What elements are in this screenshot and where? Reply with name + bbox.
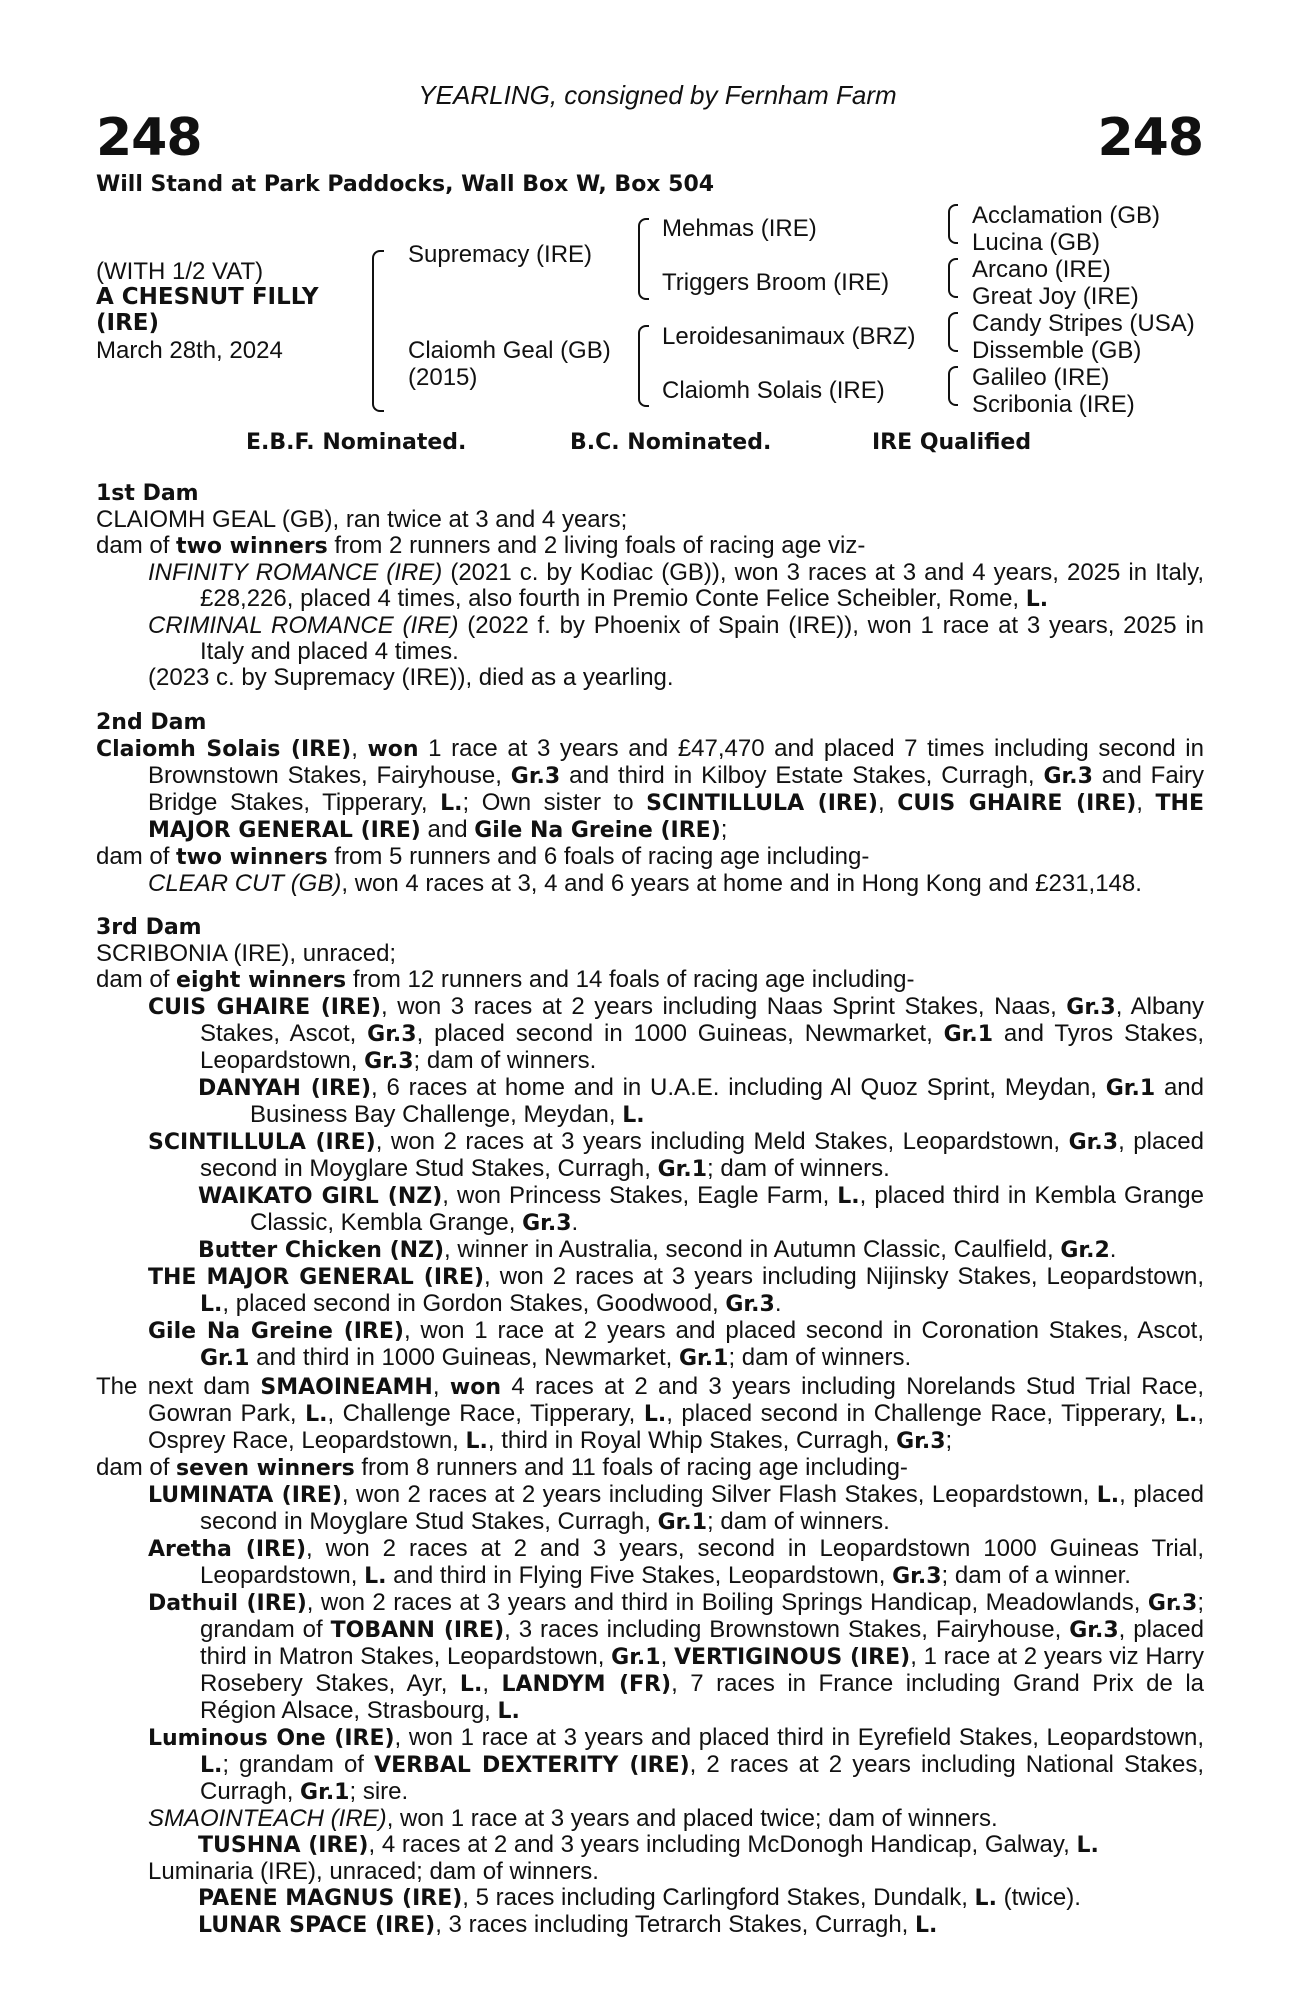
produce-entry: Butter Chicken (NZ), winner in Australia, second in Autumn Classic, Caulfield, Gr.2. — [198, 1236, 1117, 1263]
second-dam-section — [96, 710, 1204, 897]
produce-entry: Aretha (IRE), won 2 races at 2 and 3 years, second in Leopardstown 1000 Guineas Trial, Leopardstown, L. and third in Flying Five Stakes, Leopardstown, Gr.3; dam of a winner. — [148, 1535, 1204, 1589]
produce-entry: (2023 c. by Supremacy (IRE)), died as a yearling. — [148, 664, 674, 691]
produce-entry: CLEAR CUT (GB), won 4 races at 3, 4 and 6 years at home and in Hong Kong and £231,148. — [148, 870, 1142, 897]
second-dam-record: Claiomh Solais (IRE), won 1 race at 3 years and £47,470 and placed 7 times including second in Brownstown Stakes, Fairyhouse, Gr.3 and third in Kilboy Estate Stakes, Curragh, Gr.3 and Fairy Bridge Stakes, Tipperary, L.; Own sister to SCINTILLULA (IRE), CUIS GHAIRE (IRE), THE MAJOR GENERAL (IRE) and Gile Na Greine (IRE); — [96, 735, 1204, 843]
first-dam-line: CLAIOMH GEAL (GB), ran twice at 3 and 4 years; — [96, 506, 628, 533]
dam-name: Claiomh Geal (GB) — [408, 337, 611, 364]
pedigree-brace-dam — [638, 325, 649, 407]
next-dam-record: The next dam SMAOINEAMH, won 4 races at 2 and 3 years including Norelands Stud Trial Race, Gowran Park, L., Challenge Race, Tipperary, L., placed second in Challenge Race, Tipperary, L., Osprey Race, Leopardstown, L., third in Royal Whip Stakes, Curragh, Gr.3; — [96, 1373, 1205, 1454]
produce-entry: Luminaria (IRE), unraced; dam of winners. — [148, 1858, 599, 1885]
ped-sss: Acclamation (GB) — [972, 202, 1161, 229]
first-dam-heading: 1st Dam — [96, 481, 199, 506]
produce-entry: Dathuil (IRE), won 2 races at 3 years and third in Boiling Springs Handicap, Meadowlands, Gr.3; grandam of TOBANN (IRE), 3 races including Brownstown Stakes, Fairyhouse, Gr.3, placed third in Matron Stakes, Leopardstown, Gr.1, VERTIGINOUS (IRE), 1 race at 2 years viz Harry Rosebery Stakes, Ayr, L., LANDYM (FR), 7 races in France including Grand Prix de la Région Alsace, Strasbourg, L. — [148, 1589, 1205, 1724]
vat-note: (WITH 1/2 VAT) — [96, 258, 264, 285]
stand-location: Will Stand at Park Paddocks, Wall Box W, Box 504 — [96, 172, 715, 197]
consignment-header: YEARLING, consigned by Fernham Farm — [418, 80, 897, 110]
produce-entry: THE MAJOR GENERAL (IRE), won 2 races at 3 years including Nijinsky Stakes, Leopardstown, L., placed second in Gordon Stakes, Goodwood, Gr.3. — [148, 1263, 1204, 1317]
pedigree-brace-dd — [948, 366, 958, 406]
horse-origin: (IRE) — [96, 310, 160, 336]
produce-entry: CRIMINAL ROMANCE (IRE) (2022 f. by Phoenix of Spain (IRE)), won 1 race at 3 years, 2025 in Italy and placed 4 times. — [148, 612, 1205, 665]
produce-entry: Gile Na Greine (IRE), won 1 race at 2 years and placed second in Coronation Stakes, Ascot, Gr.1 and third in 1000 Guineas, Newmarket, Gr.1; dam of winners. — [148, 1317, 1205, 1371]
first-dam-section — [96, 481, 1204, 691]
dam-dam: Claiomh Solais (IRE) — [662, 377, 885, 404]
pedigree-brace-sire — [638, 218, 649, 300]
dam-year: (2015) — [408, 364, 478, 391]
sire-sire: Mehmas (IRE) — [662, 215, 817, 242]
produce-entry: TUSHNA (IRE), 4 races at 2 and 3 years including McDonogh Handicap, Galway, L. — [198, 1831, 1099, 1858]
dam-sire: Leroidesanimaux (BRZ) — [662, 323, 916, 350]
ebf-nomination: E.B.F. Nominated. — [246, 430, 467, 455]
next-dam-section — [96, 1374, 1204, 1939]
ped-dss: Candy Stripes (USA) — [972, 310, 1195, 337]
horse-description: A CHESNUT FILLY — [96, 284, 319, 310]
produce-entry: LUMINATA (IRE), won 2 races at 2 years including Silver Flash Stakes, Leopardstown, L., placed second in Moyglare Stud Stakes, Curragh, Gr.1; dam of winners. — [148, 1481, 1204, 1535]
produce-entry: DANYAH (IRE), 6 races at home and in U.A.E. including Al Quoz Sprint, Meydan, Gr.1 and Business Bay Challenge, Meydan, L. — [198, 1074, 1204, 1128]
ire-qualified: IRE Qualified — [872, 430, 1032, 455]
ped-ddd: Scribonia (IRE) — [972, 391, 1135, 418]
third-dam-produce-summary: dam of eight winners from 12 runners and 14 foals of racing age including- — [96, 966, 915, 993]
sire-name: Supremacy (IRE) — [408, 241, 593, 268]
lot-number-left: 248 — [96, 108, 202, 168]
second-dam-heading: 2nd Dam — [96, 710, 207, 735]
sire-dam: Triggers Broom (IRE) — [662, 269, 890, 296]
produce-entry: CUIS GHAIRE (IRE), won 3 races at 2 years including Naas Sprint Stakes, Naas, Gr.3, Albany Stakes, Ascot, Gr.3, placed second in 1000 Guineas, Newmarket, Gr.1 and Tyros Stakes, Leopardstown, Gr.3; dam of winners. — [148, 993, 1204, 1074]
second-dam-produce-summary: dam of two winners from 5 runners and 6 foals of racing age including- — [96, 843, 870, 870]
lot-number-right: 248 — [1097, 108, 1203, 168]
produce-entry: LUNAR SPACE (IRE), 3 races including Tetrarch Stakes, Curragh, L. — [198, 1911, 938, 1938]
produce-entry: WAIKATO GIRL (NZ), won Princess Stakes, Eagle Farm, L., placed third in Kembla Grange Classic, Kembla Grange, Gr.3. — [198, 1182, 1205, 1236]
third-dam-line: SCRIBONIA (IRE), unraced; — [96, 940, 397, 967]
ped-sdd: Great Joy (IRE) — [972, 283, 1139, 310]
bc-nomination: B.C. Nominated. — [570, 430, 772, 455]
produce-entry: PAENE MAGNUS (IRE), 5 races including Carlingford Stakes, Dundalk, L. (twice). — [198, 1884, 1081, 1911]
produce-entry: INFINITY ROMANCE (IRE) (2021 c. by Kodiac (GB)), won 3 races at 3 and 4 years, 2025 in Italy, £28,226, placed 4 times, also fourth in Premio Conte Felice Scheibler, Rome, L. — [148, 559, 1205, 612]
pedigree-brace-sd — [948, 258, 958, 298]
ped-sds: Arcano (IRE) — [972, 256, 1111, 283]
pedigree-brace-ss — [948, 204, 958, 244]
pedigree-brace-ds — [948, 312, 958, 352]
ped-dds: Galileo (IRE) — [972, 364, 1110, 391]
produce-entry: SCINTILLULA (IRE), won 2 races at 3 years including Meld Stakes, Leopardstown, Gr.3, placed second in Moyglare Stud Stakes, Curragh, Gr.1; dam of winners. — [148, 1128, 1204, 1182]
foaling-date: March 28th, 2024 — [96, 337, 283, 364]
third-dam-section — [96, 915, 1204, 1372]
produce-entry: Luminous One (IRE), won 1 race at 3 years and placed third in Eyrefield Stakes, Leopardstown, L.; grandam of VERBAL DEXTERITY (IRE), 2 races at 2 years including National Stakes, Curragh, Gr.1; sire. — [148, 1724, 1204, 1805]
next-dam-produce-summary: dam of seven winners from 8 runners and 11 foals of racing age including- — [96, 1454, 908, 1481]
third-dam-heading: 3rd Dam — [96, 915, 202, 940]
first-dam-produce-summary: dam of two winners from 2 runners and 2 living foals of racing age viz- — [96, 532, 866, 559]
ped-dsd: Dissemble (GB) — [972, 337, 1142, 364]
produce-entry: SMAOINTEACH (IRE), won 1 race at 3 years and placed twice; dam of winners. — [148, 1805, 998, 1832]
pedigree-brace-1 — [372, 250, 384, 412]
ped-ssd: Lucina (GB) — [972, 229, 1101, 256]
